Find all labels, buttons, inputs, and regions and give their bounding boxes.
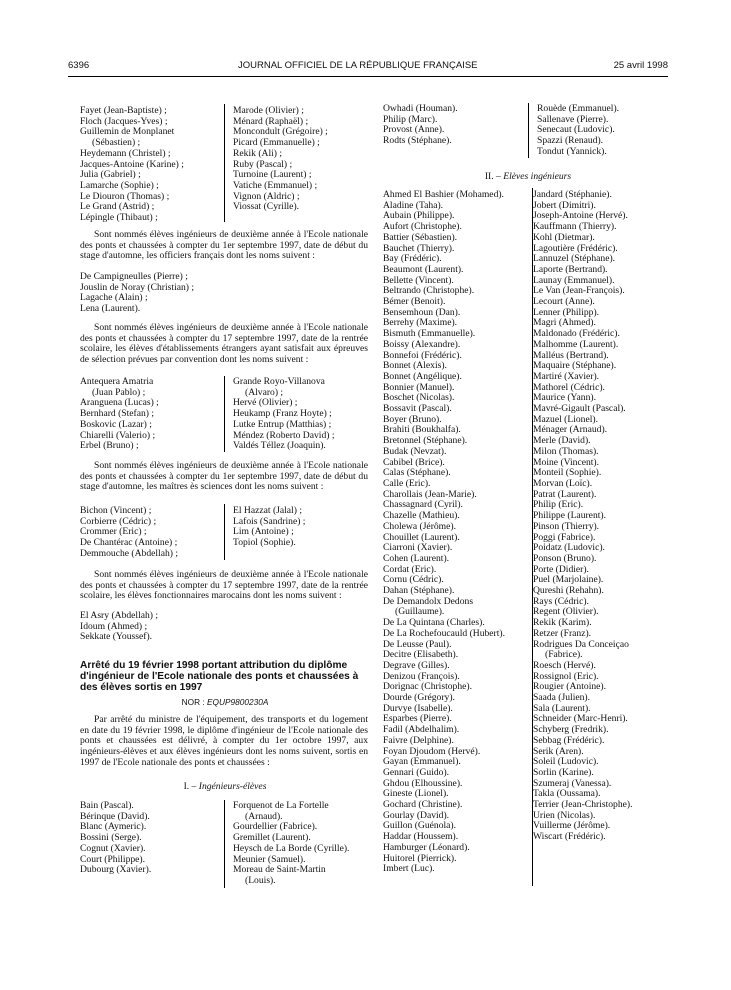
list-entry: Bretonnel (Stéphane). xyxy=(383,435,468,447)
list-entry: Ponson (Bruno). xyxy=(533,552,597,564)
list-entry: Joseph-Antoine (Hervé). xyxy=(533,210,628,222)
list-entry: El Hazzat (Jalal) ; xyxy=(233,505,302,516)
list-entry: Berrehy (Maxime). xyxy=(383,317,458,329)
names-list-8a xyxy=(383,190,531,875)
list-entry: Dorignac (Christophe). xyxy=(383,681,472,693)
list-entry: Jacques-Antoine (Karine) ; xyxy=(80,158,184,170)
list-entry: (Juan Pablo) ; xyxy=(92,386,146,398)
list-entry: Lenner (Philipp). xyxy=(533,306,600,318)
issue-date: 25 avril 1998 xyxy=(613,60,668,71)
list-entry: Vuillerme (Jérôme). xyxy=(533,820,611,832)
list-entry: Cabibel (Brice). xyxy=(383,456,445,468)
names-list-4a xyxy=(80,506,220,560)
list-entry: Launay (Emmanuel). xyxy=(533,274,615,286)
paragraph-maitres: Sont nommés élèves ingénieurs de deuxième année à l'Ecole nationale des ponts et chaussées à compter du 1er septembre 1997, date de début du stage d'automne, les maîtres ès sciences dont les noms suivent : xyxy=(80,460,368,493)
list-entry: Bensemhoun (Dan). xyxy=(383,306,461,318)
list-entry: Philippe (Laurent). xyxy=(533,510,606,522)
list-entry: Malhomme (Laurent). xyxy=(533,338,619,350)
list-entry: Chouillet (Laurent). xyxy=(383,531,460,543)
list-entry: Gourlay (David). xyxy=(383,809,450,821)
list-entry: Jouslin de Noray (Christian) ; xyxy=(80,281,195,293)
list-entry: Lutke Entrup (Matthias) ; xyxy=(233,418,332,430)
list-entry: Méndez (Roberto David) ; xyxy=(233,429,335,441)
list-entry: Ciarroni (Xavier). xyxy=(383,542,453,554)
paragraph-officiers: Sont nommés élèves ingénieurs de deuxième année à l'Ecole nationale des ponts et chaussées à compter du 1er septembre 1997, date de début du stage d'automne, les officiers français dont les noms suivent : xyxy=(80,229,368,262)
list-entry: Budak (Nevzat). xyxy=(383,445,447,457)
list-entry: Chazelle (Mathieu). xyxy=(383,510,460,522)
list-entry: De Chantérac (Antoine) ; xyxy=(80,537,178,549)
list-entry: (Louis). xyxy=(245,874,276,886)
list-entry: Le Grand (Astrid) ; xyxy=(80,201,155,213)
list-entry: Chiarelli (Valerio) ; xyxy=(80,429,156,441)
journal-title: JOURNAL OFFICIEL DE LA RÉPUBLIQUE FRANÇAISE xyxy=(238,60,478,71)
list-entry: Bémer (Benoit). xyxy=(383,296,446,308)
list-entry: Rougier (Antoine). xyxy=(533,681,607,693)
list-entry: Marode (Olivier) ; xyxy=(233,105,304,116)
list-entry: Blanc (Aymeric). xyxy=(80,821,147,833)
paragraph-etrangers: Sont nommés élèves ingénieurs de deuxième année à l'Ecole nationale des ponts et chaussées à compter du 17 septembre 1997, date de la rentrée scolaire, les élèves d'établissements étrangers ayant satisfait aux épreuves de sélection prévues par convention dont les noms suivent : xyxy=(80,322,368,366)
section-heading-eleves-ingenieurs xyxy=(383,171,673,182)
list-entry: Schneider (Marc-Henri). xyxy=(533,713,628,725)
list-entry: Aranguena (Lucas) ; xyxy=(80,397,159,409)
list-entry: Morvan (Loïc). xyxy=(533,477,593,489)
list-entry: Huitorel (Pierrick). xyxy=(383,852,457,864)
list-entry: Valdés Téllez (Joaquin). xyxy=(233,440,326,452)
names-list-3b xyxy=(233,377,368,452)
list-entry: De Leusse (Paul). xyxy=(383,638,452,650)
list-entry: Moreau de Saint-Martin xyxy=(233,864,326,876)
list-entry: Maquaire (Stéphane). xyxy=(533,360,617,372)
list-entry: Lecourt (Anne). xyxy=(533,296,595,308)
list-entry: Meunier (Samuel). xyxy=(233,853,306,865)
list-entry: Durvye (Isabelle). xyxy=(383,702,453,714)
list-entry: Kohl (Dietmar). xyxy=(533,231,595,243)
list-entry: Rodts (Stéphane). xyxy=(383,135,452,147)
nor-reference xyxy=(80,697,370,708)
list-entry: Bonnet (Angélique). xyxy=(383,370,462,382)
column-divider xyxy=(224,800,225,888)
column-divider xyxy=(224,504,225,560)
list-entry: Bossini (Serge). xyxy=(80,832,142,844)
list-entry: Poggi (Fabrice). xyxy=(533,531,596,543)
list-entry: Vatiche (Emmanuel) ; xyxy=(233,179,318,191)
list-entry: Schyberg (Fredrik). xyxy=(533,724,609,736)
list-entry: Dubourg (Xavier). xyxy=(80,864,152,876)
section-title: Ingénieurs-élèves xyxy=(198,781,267,792)
page-header xyxy=(68,60,668,74)
list-entry: Rekik (Karim). xyxy=(533,617,592,629)
list-entry: Haddar (Houssem). xyxy=(383,831,459,843)
list-entry: Bichon (Vincent) ; xyxy=(80,505,152,516)
names-list-4b xyxy=(233,506,368,549)
list-entry: Sala (Laurent). xyxy=(533,702,591,714)
list-entry: De La Rochefoucauld (Hubert). xyxy=(383,627,506,639)
list-entry: Malléus (Bertrand). xyxy=(533,349,609,361)
list-entry: Aladine (Taha). xyxy=(383,199,444,211)
list-entry: Hamburger (Léonard). xyxy=(383,841,470,853)
list-entry: Puel (Marjolaine). xyxy=(533,574,604,586)
list-entry: Lagoutière (Frédéric). xyxy=(533,242,618,254)
paragraph-arrete: Par arrêté du ministre de l'équipement, des transports et du logement en date du 19 février 1998, le diplôme d'ingénieur de l'Ecole nationale des ponts et chaussées est délivré, à compter du 1er octobre 1997, aux ingénieurs-élèves et aux élèves ingénieurs dont les noms suivent, sortis en 1997 de l'Ecole nationale des ponts et chaussées : xyxy=(80,714,368,768)
list-entry: Ménard (Raphaël) ; xyxy=(233,115,309,127)
list-entry: Philip (Marc). xyxy=(383,113,438,125)
list-entry: Sallenave (Pierre). xyxy=(537,113,609,125)
list-entry: Beaumont (Laurent). xyxy=(383,263,464,275)
list-entry: Imbert (Luc). xyxy=(383,863,435,875)
list-entry: Kauffmann (Thierry). xyxy=(533,221,617,233)
list-entry: Rekik (Ali) ; xyxy=(233,147,283,159)
list-entry: Bonnefoi (Frédéric). xyxy=(383,349,462,361)
list-entry: Floch (Jacques-Yves) ; xyxy=(80,115,168,127)
list-entry: De La Quintana (Charles). xyxy=(383,617,485,629)
list-entry: Decitre (Elisabeth). xyxy=(383,649,459,661)
column-divider xyxy=(224,104,225,222)
list-entry: Patrat (Laurent). xyxy=(533,488,597,500)
list-entry: Ghdou (Elhoussine). xyxy=(383,777,463,789)
column-divider xyxy=(224,376,225,452)
list-entry: Topiol (Sophie). xyxy=(233,537,296,549)
list-entry: Gourdellier (Fabrice). xyxy=(233,821,318,833)
list-entry: Brahiti (Boukhalfa). xyxy=(383,424,461,436)
list-entry: Battier (Sébastien). xyxy=(383,231,458,243)
names-list-6a xyxy=(80,801,220,876)
list-entry: Sekkate (Youssef). xyxy=(80,631,153,643)
list-entry: Turnoine (Laurent) ; xyxy=(233,169,312,181)
list-entry: Jobert (Dimitri). xyxy=(533,199,596,211)
list-entry: Viossat (Cyrille). xyxy=(233,201,300,213)
section-title: Elèves ingénieurs xyxy=(503,171,572,182)
list-entry: (Arnaud). xyxy=(245,810,283,822)
list-entry: Laporte (Bertrand). xyxy=(533,263,608,275)
list-entry: Julia (Gabriel) ; xyxy=(80,169,141,181)
column-divider xyxy=(528,103,529,158)
section-number: I. – xyxy=(183,781,197,792)
names-list-7b xyxy=(537,104,677,158)
list-entry: Corbierre (Cédric) ; xyxy=(80,515,157,527)
list-entry: Cognut (Xavier). xyxy=(80,842,146,854)
list-entry: Bernhard (Stefan) ; xyxy=(80,408,155,420)
list-entry: Mathorel (Cédric). xyxy=(533,381,605,393)
list-entry: Calle (Eric). xyxy=(383,477,431,489)
list-entry: Spazzi (Renaud). xyxy=(537,135,604,147)
list-entry: Bellette (Vincent). xyxy=(383,274,454,286)
list-entry: Sorlin (Karine). xyxy=(533,766,594,778)
list-entry: Picard (Emmanuelle) ; xyxy=(233,137,320,149)
list-entry: Lamarche (Sophie) ; xyxy=(80,179,159,191)
list-entry: Lagache (Alain) ; xyxy=(80,292,148,304)
list-entry: Mazuel (Lionel). xyxy=(533,413,598,425)
list-entry: Erbel (Bruno) ; xyxy=(80,440,139,452)
list-entry: Serik (Aren). xyxy=(533,745,584,757)
list-entry: Lannuzel (Stéphane). xyxy=(533,253,616,265)
list-entry: Soleil (Ludovic). xyxy=(533,756,599,768)
list-entry: Faivre (Delphine). xyxy=(383,734,454,746)
list-entry: Cornu (Cédric). xyxy=(383,574,444,586)
list-entry: Forquenot de La Fortelle xyxy=(233,800,329,811)
list-entry: Heysch de La Borde (Cyrille). xyxy=(233,842,350,854)
list-entry: (Alvaro) ; xyxy=(245,386,284,398)
list-entry: Boschet (Nicolas). xyxy=(383,392,455,404)
list-entry: Cholewa (Jérôme). xyxy=(383,520,456,532)
list-entry: Bérinque (David). xyxy=(80,810,150,822)
list-entry: Demmouche (Abdellah) ; xyxy=(80,547,179,559)
list-entry: Heukamp (Franz Hoyte) ; xyxy=(233,408,332,420)
list-entry: Heydemann (Christel) ; xyxy=(80,147,171,159)
list-entry: Poidatz (Ludovic). xyxy=(533,542,605,554)
list-entry: Sebbag (Frédéric). xyxy=(533,734,605,746)
list-entry: Le Diouron (Thomas) ; xyxy=(80,190,170,202)
names-list-7a xyxy=(383,104,523,147)
list-entry: Idoum (Ahmed) ; xyxy=(80,620,148,632)
list-entry: (Guillaume). xyxy=(395,606,445,618)
list-entry: Guillemin de Monplanet xyxy=(80,126,175,138)
list-entry: Regent (Olivier). xyxy=(533,606,599,618)
section-heading-ingenieurs-eleves xyxy=(80,781,370,792)
list-entry: Vignon (Aldric) ; xyxy=(233,190,300,202)
list-entry: Lépingle (Thibaut) ; xyxy=(80,212,158,224)
list-entry: Aubain (Philippe). xyxy=(383,210,455,222)
names-list-3a xyxy=(80,377,220,452)
list-entry: De Demandolx Dedons xyxy=(383,595,474,607)
list-entry: Tondut (Yannick). xyxy=(537,145,607,157)
list-entry: Rodrigues Da Conceiçao xyxy=(533,638,629,650)
list-entry: Chassagnard (Cyril). xyxy=(383,499,463,511)
list-entry: Gayan (Emmanuel). xyxy=(383,756,461,768)
list-entry: Bay (Frédéric). xyxy=(383,253,442,265)
list-entry: Gineste (Lionel). xyxy=(383,788,449,800)
list-entry: Martiré (Xavier). xyxy=(533,370,600,382)
list-entry: Terrier (Jean-Christophe). xyxy=(533,799,633,811)
list-entry: (Sébastien) ; xyxy=(92,137,141,149)
list-entry: Jandard (Stéphanie). xyxy=(533,189,612,200)
names-list-8b xyxy=(533,190,673,843)
list-entry: Dahan (Stéphane). xyxy=(383,585,455,597)
list-entry: Ménager (Arnaud). xyxy=(533,424,608,436)
list-entry: Esparbes (Pierre). xyxy=(383,713,452,725)
nor-label: NOR : xyxy=(181,697,205,707)
list-entry: Moncondult (Grégoire) ; xyxy=(233,126,328,138)
list-entry: Boyer (Bruno). xyxy=(383,413,442,425)
list-entry: Calas (Stéphane). xyxy=(383,467,451,479)
list-entry: Bauchet (Thierry). xyxy=(383,242,455,254)
list-entry: Saada (Julien). xyxy=(533,692,591,704)
list-entry: Beltrando (Christophe). xyxy=(383,285,475,297)
list-entry: Le Van (Jean-François). xyxy=(533,285,625,297)
list-entry: Mavré-Gigault (Pascal). xyxy=(533,403,626,415)
section-number: II. – xyxy=(484,171,501,182)
list-entry: Crommer (Eric) ; xyxy=(80,526,147,538)
list-entry: El Asry (Abdellah) ; xyxy=(80,610,159,621)
list-entry: Lafois (Sandrine) ; xyxy=(233,515,306,527)
page-number: 6396 xyxy=(68,60,90,71)
nor-code: EQUP9800230A xyxy=(207,697,269,707)
list-entry: Milon (Thomas). xyxy=(533,445,599,457)
list-entry: Dourde (Grégory). xyxy=(383,692,455,704)
list-entry: Bossavit (Pascal). xyxy=(383,403,452,415)
list-entry: Retzer (Franz). xyxy=(533,627,592,639)
list-entry: Maldonado (Frédéric). xyxy=(533,328,620,340)
names-list-6b xyxy=(233,801,373,887)
list-entry: Provost (Anne). xyxy=(383,124,445,136)
list-entry: Magri (Ahmed). xyxy=(533,317,596,329)
list-entry: Hervé (Olivier) ; xyxy=(233,397,298,409)
list-entry: Boskovic (Lazar) ; xyxy=(80,418,152,430)
list-entry: Boissy (Alexandre). xyxy=(383,338,461,350)
list-entry: Bonnier (Manuel). xyxy=(383,381,455,393)
list-entry: Charollais (Jean-Marie). xyxy=(383,488,477,500)
list-entry: Aufort (Christophe). xyxy=(383,221,462,233)
list-entry: Bonnet (Alexis). xyxy=(383,360,447,372)
names-list-2 xyxy=(80,272,360,315)
list-entry: (Fabrice). xyxy=(545,649,583,661)
list-entry: Owhadi (Houman). xyxy=(383,103,458,114)
list-entry: De Campigneulles (Pierre) ; xyxy=(80,271,188,282)
list-entry: Cordat (Eric). xyxy=(383,563,437,575)
list-entry: Degrave (Gilles). xyxy=(383,659,450,671)
list-entry: Guillon (Guénola). xyxy=(383,820,457,832)
arrete-title: Arrêté du 19 février 1998 portant attribution du diplôme d'ingénieur de l'Ecole nationale des ponts et chaussées à des élèves sortis en 1997 xyxy=(80,660,359,694)
list-entry: Foyan Djoudom (Hervé). xyxy=(383,745,481,757)
list-entry: Urien (Nicolas). xyxy=(533,809,596,821)
list-entry: Szumeraj (Vanessa). xyxy=(533,777,612,789)
names-list-5 xyxy=(80,611,360,643)
list-entry: Merle (David). xyxy=(533,435,591,447)
list-entry: Bismuth (Emmanuelle). xyxy=(383,328,476,340)
header-rule xyxy=(68,76,668,77)
names-list-1a xyxy=(80,106,230,224)
list-entry: Gremillet (Laurent). xyxy=(233,832,311,844)
list-entry: Lena (Laurent). xyxy=(80,303,141,315)
list-entry: Rossignol (Eric). xyxy=(533,670,599,682)
list-entry: Fadil (Abdelhalim). xyxy=(383,724,460,736)
list-entry: Maurice (Yann). xyxy=(533,392,596,404)
names-list-1b xyxy=(233,106,363,213)
paragraph-marocains: Sont nommés élèves ingénieurs de deuxième année à l'Ecole nationale des ponts et chaussées à compter du 17 septembre 1997, date de la rentrée scolaire, les élèves fonctionnaires marocains dont les noms suivent : xyxy=(80,569,368,602)
list-entry: Rouède (Emmanuel). xyxy=(537,103,620,114)
list-entry: Antequera Amatria xyxy=(80,376,154,387)
list-entry: Gochard (Christine). xyxy=(383,799,463,811)
list-entry: Takla (Oussama). xyxy=(533,788,601,800)
list-entry: Monteil (Sophie). xyxy=(533,467,602,479)
list-entry: Roesch (Hervé). xyxy=(533,659,596,671)
list-entry: Qureshi (Rehahn). xyxy=(533,585,604,597)
list-entry: Rays (Cédric). xyxy=(533,595,589,607)
list-entry: Denizou (François). xyxy=(383,670,460,682)
list-entry: Pinson (Thierry). xyxy=(533,520,600,532)
list-entry: Ahmed El Bashier (Mohamed). xyxy=(383,189,504,200)
list-entry: Philip (Eric). xyxy=(533,499,584,511)
list-entry: Grande Royo-Villanova xyxy=(233,376,325,387)
list-entry: Ruby (Pascal) ; xyxy=(233,158,293,170)
list-entry: Bain (Pascal). xyxy=(80,800,134,811)
list-entry: Moine (Vincent). xyxy=(533,456,600,468)
list-entry: Lim (Antoine) ; xyxy=(233,526,294,538)
list-entry: Cohen (Laurent). xyxy=(383,552,450,564)
list-entry: Senecaut (Ludovic). xyxy=(537,124,615,136)
list-entry: Gennari (Guido). xyxy=(383,766,450,778)
list-entry: Fayet (Jean-Baptiste) ; xyxy=(80,105,167,116)
list-entry: Court (Philippe). xyxy=(80,853,146,865)
list-entry: Wiscart (Frédéric). xyxy=(533,831,606,843)
list-entry: Porte (Didier). xyxy=(533,563,589,575)
